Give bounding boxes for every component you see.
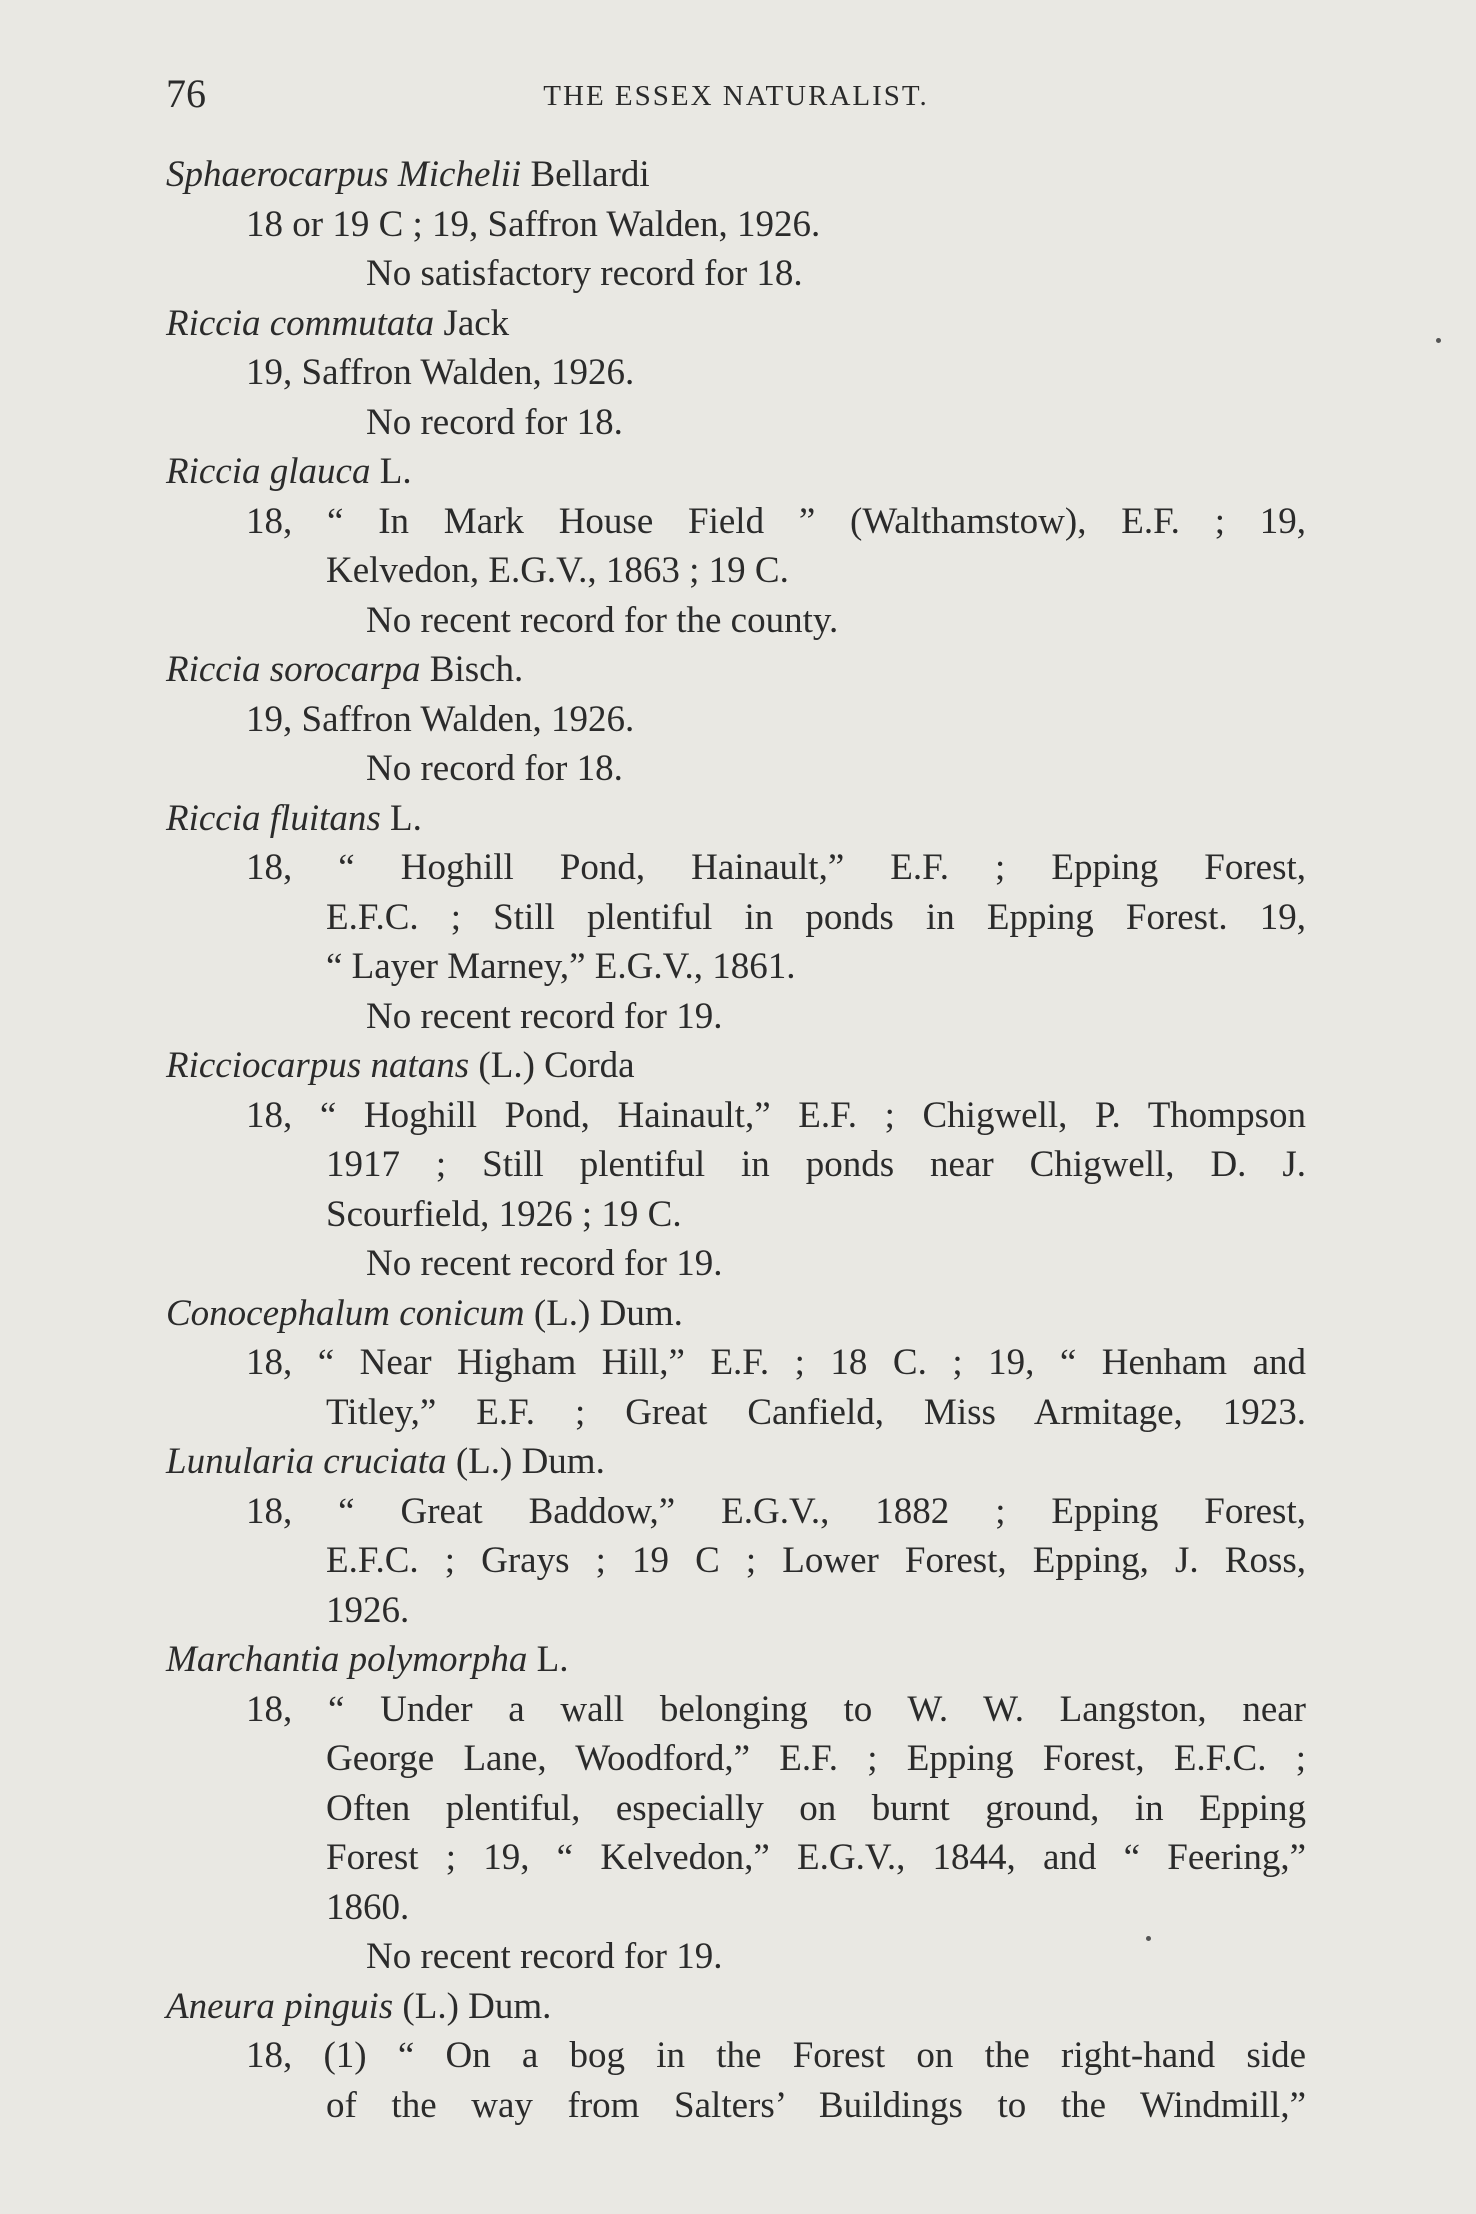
record-line: Titley,” E.F. ; Great Canfield, Miss Armitage, 1923. [326,1391,1306,1433]
record-line: 1917 ; Still plentiful in ponds near Chigwell, D. J. [326,1144,1306,1185]
record-line: “ Layer Marney,” E.G.V., 1861. [326,946,796,987]
species-name: Riccia commutata [166,302,435,344]
species-entry [166,150,1306,299]
record-line: 18, “ Under a wall belonging to W. W. Langston, near [246,1688,1306,1730]
species-name: Aneura pinguis [166,1985,394,2027]
species-heading [166,1437,1306,1487]
species-entry [166,1982,1306,2131]
record-line: 1860. [326,1886,410,1928]
species-name: Riccia glauca [166,451,371,492]
record-line: 18, “ Hoghill Pond, Hainault,” E.F. ; Chigwell, P. Thompson [246,1094,1306,1136]
species-heading [166,1635,1306,1685]
species-heading [166,645,1306,695]
species-entry [166,645,1306,794]
species-heading [166,299,1306,349]
record-line: 18, “ Great Baddow,” E.G.V., 1882 ; Epping Forest, [246,1490,1306,1532]
species-author: Jack [443,302,510,344]
species-heading [166,1982,1306,2032]
species-author: L. [390,797,422,839]
record-line: Forest ; 19, “ Kelvedon,” E.G.V., 1844, and “ Feering,” [326,1837,1306,1878]
species-heading [166,1041,1306,1091]
print-speck [1146,1936,1151,1941]
record-line: E.F.C. ; Grays ; 19 C ; Lower Forest, Epping, J. Ross, [326,1540,1306,1581]
record-line: 19, Saffron Walden, 1926. [246,698,635,740]
record-line: No recent record for 19. [366,995,723,1037]
species-entry [166,1437,1306,1635]
running-title: THE ESSEX NATURALIST. [543,80,929,112]
species-entry [166,1289,1306,1438]
species-list [166,150,1306,2130]
species-author: Bellardi [530,154,650,195]
record-line: 1926. [326,1589,410,1631]
species-author: (L.) Dum. [533,1292,683,1334]
record-line: No recent record for 19. [366,1936,723,1977]
record-line: 18, “ In Mark House Field ” (Walthamstow), E.F. ; 19, [246,500,1306,542]
species-entry [166,1041,1306,1289]
species-heading [166,447,1306,497]
species-name: Sphaerocarpus Michelii [166,154,522,195]
species-author: (L.) Dum. [402,1985,552,2027]
species-name: Ricciocarpus natans [166,1045,470,1086]
species-author: (L.) Corda [478,1045,635,1086]
species-name: Lunularia cruciata [166,1441,447,1482]
record-line: 19, Saffron Walden, 1926. [246,352,635,393]
record-line: No record for 18. [366,401,623,443]
species-entry [166,794,1306,1042]
print-speck [1436,338,1441,343]
species-author: (L.) Dum. [455,1441,605,1482]
species-heading [166,1289,1306,1339]
species-entry [166,447,1306,645]
species-author: Bisch. [429,649,524,690]
record-line: No satisfactory record for 18. [366,253,803,294]
species-name: Conocephalum conicum [166,1292,525,1334]
record-line: 18, (1) “ On a bog in the Forest on the right-hand side [246,2035,1306,2076]
species-entry [166,299,1306,448]
record-line: 18, “ Hoghill Pond, Hainault,” E.F. ; Epping Forest, [246,847,1306,888]
record-line: No recent record for the county. [366,599,839,641]
page-header [166,70,1306,122]
record-line: 18, “ Near Higham Hill,” E.F. ; 18 C. ; 19, “ Henham and [246,1342,1306,1383]
species-author: L. [536,1639,569,1680]
record-line: No record for 18. [366,748,623,789]
record-line: No recent record for 19. [366,1243,723,1284]
species-author: L. [379,451,412,492]
record-line: E.F.C. ; Still plentiful in ponds in Epping Forest. 19, [326,896,1306,938]
record-line: George Lane, Woodford,” E.F. ; Epping Forest, E.F.C. ; [326,1738,1306,1779]
page-number: 76 [166,71,206,116]
record-line: of the way from Salters’ Buildings to the Windmill,” [326,2084,1306,2126]
record-line: Often plentiful, especially on burnt ground, in Epping [326,1787,1306,1829]
record-line: 18 or 19 C ; 19, Saffron Walden, 1926. [246,203,821,245]
species-heading [166,150,1306,200]
species-name: Marchantia polymorpha [166,1639,528,1680]
species-name: Riccia sorocarpa [166,649,421,690]
species-entry [166,1635,1306,1982]
species-name: Riccia fluitans [166,797,381,839]
record-line: Kelvedon, E.G.V., 1863 ; 19 C. [326,550,789,591]
record-line: Scourfield, 1926 ; 19 C. [326,1193,682,1235]
species-heading [166,794,1306,844]
